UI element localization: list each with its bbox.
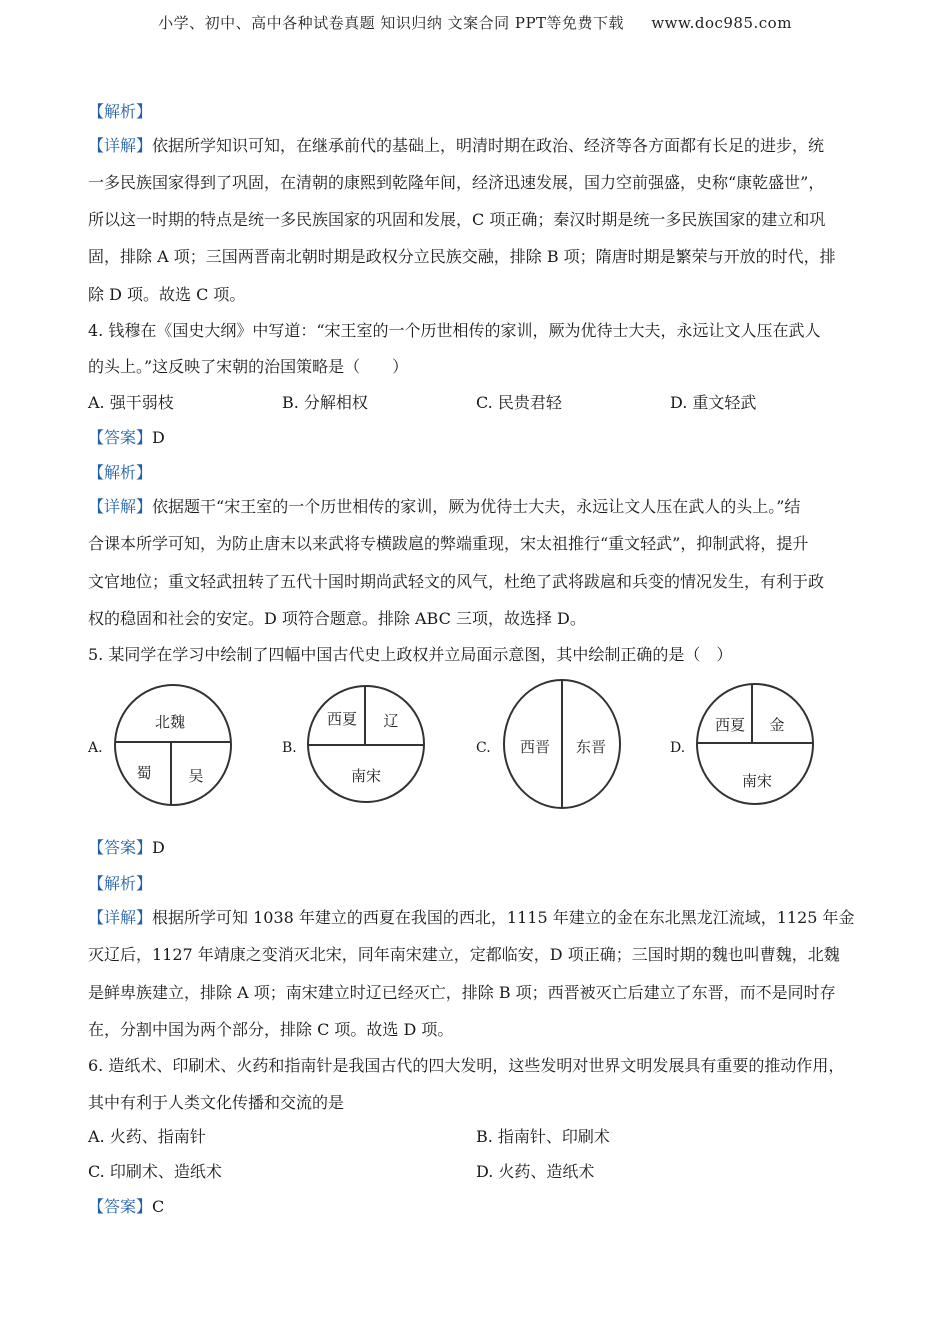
q3-detail-tag: 【详解】	[88, 136, 153, 155]
q5-diagram-b	[306, 684, 428, 806]
q5-detail-line-2: 灭辽后，1127 年靖康之变消灭北宋，同年南宋建立，定都临安，D 项正确；三国时期的魏也叫曹魏，北魏	[88, 945, 840, 964]
q6-option-c: C. 印刷术、造纸术	[88, 1162, 222, 1181]
region-label: 西晋	[519, 738, 551, 756]
q4-detail-line-1: 【详解】依据题干“宋王室的一个历世相传的家训，厥为优待士大夫，永远让文人压在武人的头上。”结	[88, 497, 801, 516]
region-label: 北魏	[154, 713, 186, 731]
q3-analysis-tag: 【解析】	[88, 102, 153, 121]
region-label: 辽	[383, 712, 399, 730]
q6-option-a: A. 火药、指南针	[88, 1127, 206, 1146]
q4-option-b: B. 分解相权	[282, 393, 368, 412]
q5-detail-line-4: 在，分割中国为两个部分，排除 C 项。故选 D 项。	[88, 1020, 454, 1039]
q4-option-d: D. 重文轻武	[670, 393, 757, 412]
q6-answer	[88, 1196, 878, 1218]
region-label: 南宋	[741, 772, 773, 790]
page-header	[0, 12, 950, 33]
q4-detail-tag: 【详解】	[88, 497, 153, 516]
region-label: 东晋	[575, 738, 607, 756]
region-label: 西夏	[714, 716, 746, 734]
q4-stem-line-1: 4. 钱穆在《国史大纲》中写道：“宋王室的一个历世相传的家训，厥为优待士大夫，永远让文人压在武人	[88, 321, 821, 340]
q6-stem-line-1: 6. 造纸术、印刷术、火药和指南针是我国古代的四大发明，这些发明对世界文明发展具有重要的推动作用，	[88, 1056, 845, 1075]
q4-detail-line-3: 文官地位；重文轻武扭转了五代十国时期尚武轻文的风气，杜绝了武将跋扈和兵变的情况发生，有利于政	[88, 572, 825, 591]
q6-option-d: D. 火药、造纸术	[476, 1162, 595, 1181]
q5-diagram-a-label: A.	[88, 740, 103, 756]
q5-diagram-b-label: B.	[282, 740, 297, 756]
q5-diagram-a	[114, 684, 234, 808]
q5-answer	[88, 837, 878, 859]
q5-detail-line-3: 是鲜卑族建立，排除 A 项；南宋建立时辽已经灭亡，排除 B 项；西晋被灭亡后建立了东晋，而不是同时存	[88, 983, 836, 1002]
q3-detail-line-2: 一多民族国家得到了巩固，在清朝的康熙到乾隆年间，经济迅速发展，国力空前强盛，史称“康乾盛世”，	[88, 173, 825, 192]
q5-stem: 5. 某同学在学习中绘制了四幅中国古代史上政权并立局面示意图，其中绘制正确的是（ ）	[88, 645, 733, 664]
header-url[interactable]: www.doc985.com	[651, 14, 792, 32]
region-label: 西夏	[326, 710, 358, 728]
q4-answer	[88, 427, 878, 449]
q5-diagram-c-label: C.	[476, 740, 491, 756]
q5-diagram-c	[503, 678, 623, 810]
q6-answer-value: C	[152, 1197, 165, 1216]
q3-detail-line-4: 固，排除 A 项；三国两晋南北朝时期是政权分立民族交融，排除 B 项；隋唐时期是繁荣与开放的时代，排	[88, 247, 836, 266]
q6-stem-line-2: 其中有利于人类文化传播和交流的是	[88, 1093, 345, 1112]
q6-answer-tag: 【答案】	[88, 1197, 153, 1216]
q4-answer-value: D	[152, 428, 165, 447]
header-text: 小学、初中、高中各种试卷真题 知识归纳 文案合同 PPT等免费下载	[158, 14, 625, 32]
q5-answer-tag: 【答案】	[88, 838, 153, 857]
region-label: 南宋	[350, 767, 382, 785]
q4-stem-line-2: 的头上。”这反映了宋朝的治国策略是（ ）	[88, 357, 409, 376]
q3-detail-line-5: 除 D 项。故选 C 项。	[88, 285, 246, 304]
q3-detail-line-3: 所以这一时期的特点是统一多民族国家的巩固和发展，C 项正确；秦汉时期是统一多民族国家的建立和巩	[88, 210, 826, 229]
q4-analysis-tag: 【解析】	[88, 463, 153, 482]
region-label: 吴	[188, 767, 204, 785]
q5-detail-tag: 【详解】	[88, 908, 153, 927]
q4-answer-tag: 【答案】	[88, 428, 153, 447]
q5-diagram-d-label: D.	[670, 740, 686, 756]
q4-detail-line-2: 合课本所学可知，为防止唐末以来武将专横跋扈的弊端重现，宋太祖推行“重文轻武”，抑制武将，提升	[88, 534, 809, 553]
q3-detail-line-1: 【详解】依据所学知识可知，在继承前代的基础上，明清时期在政治、经济等各方面都有长足的进步，统	[88, 136, 825, 155]
q6-option-b: B. 指南针、印刷术	[476, 1127, 610, 1146]
q5-answer-value: D	[152, 838, 165, 857]
region-label: 金	[769, 716, 785, 734]
q5-analysis-tag: 【解析】	[88, 874, 153, 893]
q4-option-c: C. 民贵君轻	[476, 393, 562, 412]
q5-diagram-d	[696, 682, 816, 806]
region-label: 蜀	[136, 764, 152, 782]
q5-detail-line-1: 【详解】根据所学可知 1038 年建立的西夏在我国的西北，1115 年建立的金在东北黑龙江流域，1125 年金	[88, 908, 855, 927]
q4-option-a: A. 强干弱枝	[88, 393, 174, 412]
q4-detail-line-4: 权的稳固和社会的安定。D 项符合题意。排除 ABC 三项，故选择 D。	[88, 609, 586, 628]
